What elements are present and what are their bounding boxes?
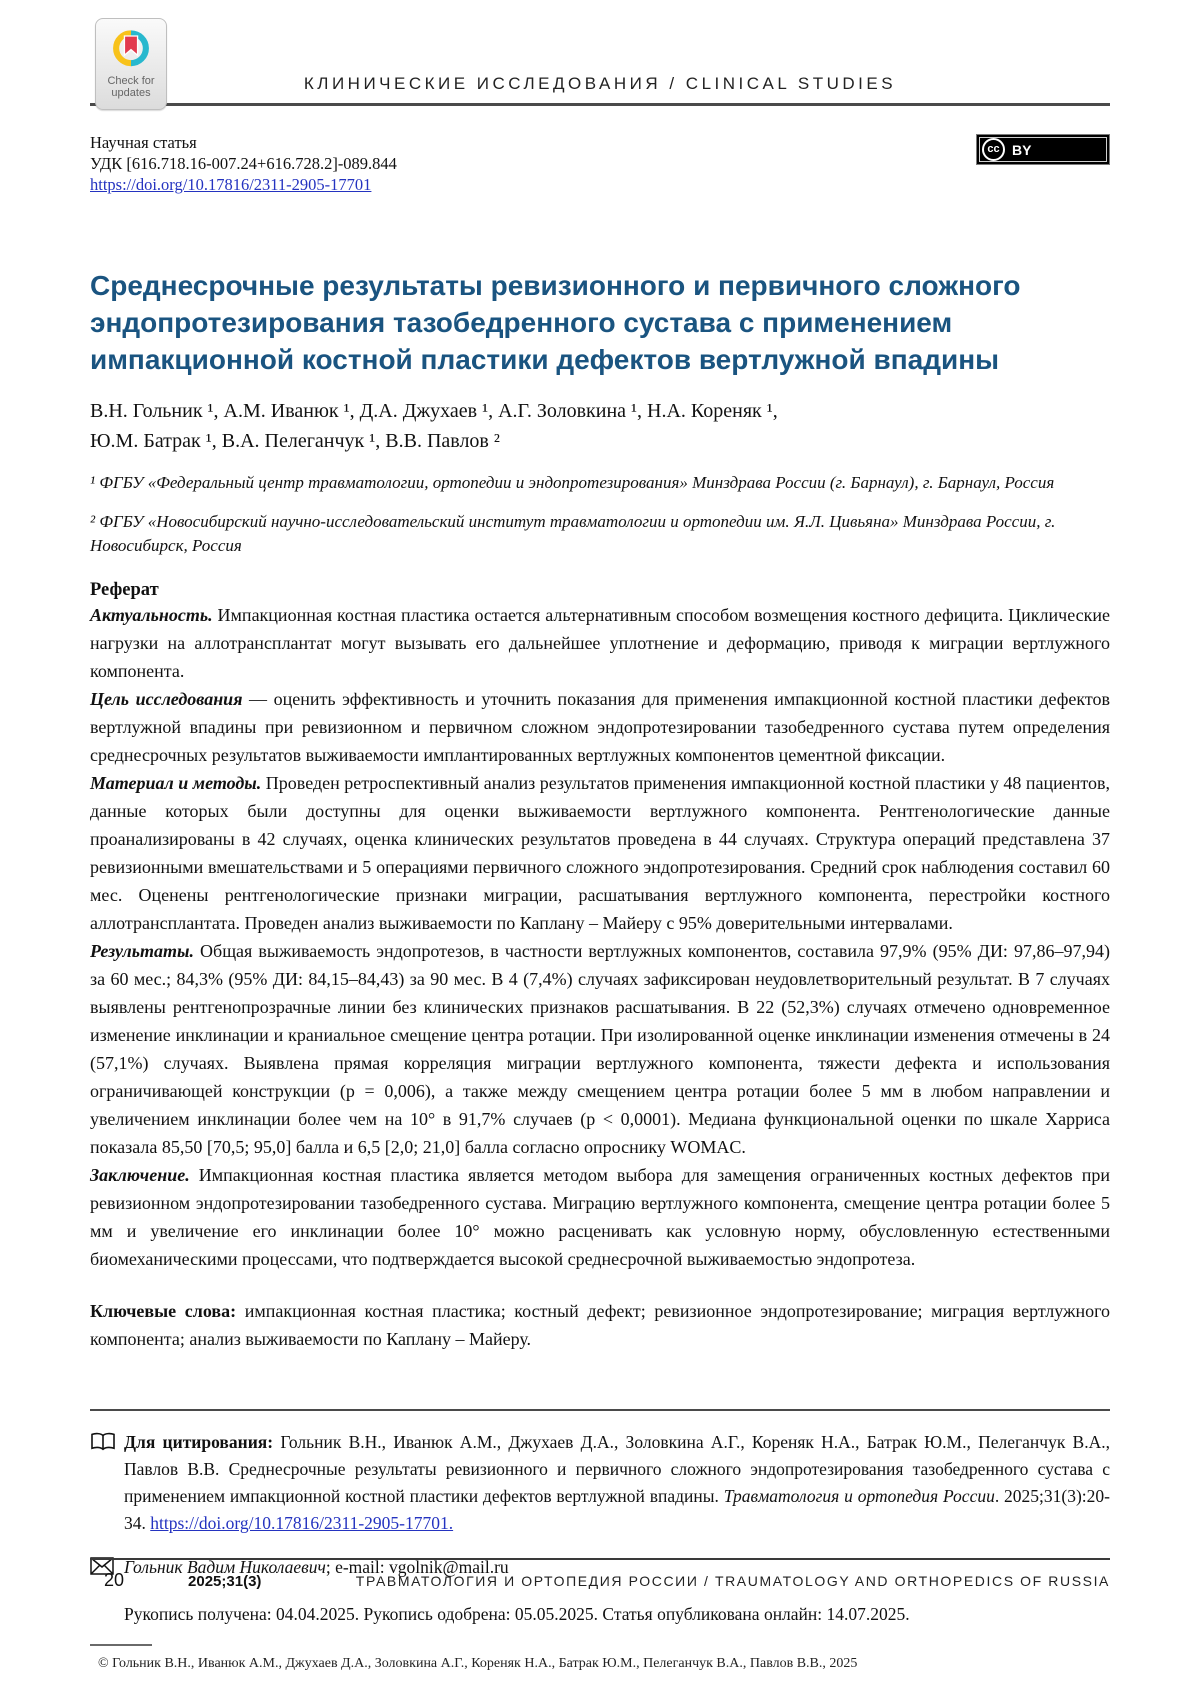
citation-block	[90, 1429, 1110, 1537]
abstract-label: Материал и методы.	[90, 773, 262, 793]
udc-code: УДК [616.718.16-007.24+616.728.2]-089.844	[90, 154, 397, 173]
authors-line-1: В.Н. Гольник ¹, А.М. Иванюк ¹, Д.А. Джухаев ¹, А.Г. Золовкина ¹, Н.А. Кореняк ¹,	[90, 400, 778, 422]
cc-icon: cc	[982, 138, 1005, 161]
manuscript-dates: Рукопись получена: 04.04.2025. Рукопись одобрена: 05.05.2025. Статья опубликована онлайн: 14.07.2025.	[124, 1604, 910, 1624]
journal-header	[90, 0, 1110, 106]
check-for-updates-label: Check for updates	[107, 75, 155, 99]
journal-name: ТРАВМАТОЛОГИЯ И ОРТОПЕДИЯ РОССИИ / TRAUMATOLOGY AND ORTHOPEDICS OF RUSSIA	[355, 1573, 1110, 1589]
page-footer	[90, 1558, 1110, 1591]
abstract-text: Импакционная костная пластика остается альтернативным способом возмещения костного дефицита. Циклические нагрузки на аллотрансплантат могут вызывать его дальнейшее уплотнение и деформацию, приводя к миграции вертлужного компонента.	[90, 605, 1111, 681]
abstract-heading: Реферат	[90, 580, 159, 600]
keywords	[90, 1297, 1110, 1353]
cc-by-badge[interactable]	[976, 134, 1110, 165]
abstract-section-methods	[90, 769, 1110, 937]
abstract-section-aim	[90, 685, 1110, 769]
article-title: Среднесрочные результаты ревизионного и первичного сложного эндопротезирования тазобедренного сустава с применением импакционной костной пластики дефектов вертлужной впадины	[90, 270, 1021, 375]
article-type: Научная статья	[90, 133, 197, 152]
authors-line-2: Ю.М. Батрак ¹, В.А. Пелеганчук ¹, В.В. Павлов ²	[90, 430, 500, 452]
abstract-label: Заключение.	[90, 1165, 190, 1185]
abstract-text: Общая выживаемость эндопротезов, в частности вертлужных компонентов, составила 97,9% (95% ДИ: 97,86–97,94) за 60 мес.; 84,3% (95% ДИ: 84,15–84,43) за 90 мес. В 4 (7,4%) случаях зафиксирован неудовлетворительный результат. В 7 случаях выявлены рентгенопрозрачные линии без клинических признаков расшатывания. В 22 (52,3%) случаях отмечено одновременное изменение инклинации и краниальное смещение центра ротации. При изолированной оценке инклинации изменения отмечены в 24 (57,1%) случаях. Выявлена прямая корреляция миграции вертлужного компонента, тяжести дефекта и использования ограничивающей конструкции (p = 0,006), а также между смещением центра ротации более 5 мм в любом направлении и увеличением инклинации более чем на 10° в 91,7% случаев (p < 0,0001). Медиана функциональной оценки по шкале Харриса показала 85,50 [70,5; 95,0] балла и 6,5 [2,0; 21,0] балла согласно опроснику WOMAC.	[90, 941, 1110, 1157]
corresponding-author: Гольник Вадим Николаевич	[124, 1557, 326, 1577]
abstract-text: Проведен ретроспективный анализ результатов применения импакционной костной пластики у 48 пациентов, данные которых были доступны для оценки выживаемости вертлужного компонента. Рентгенологические данные проанализированы в 42 случаях, оценка клинических результатов проведена в 44 случаях. Структура операций представлена 37 ревизионными вмешательствами и 5 операциями первичного сложного эндопротезирования. Средний срок наблюдения составил 60 мес. Оценены рентгенологические признаки миграции, расшатывания вертлужного компонента, перестройки костного аллотрансплантата. Проведен анализ выживаемости по Каплану – Майеру с 95% доверительными интервалами.	[90, 773, 1110, 933]
header-rule	[90, 103, 1110, 106]
abstract-label: Цель исследования	[90, 689, 243, 709]
check-for-updates-badge[interactable]	[95, 18, 167, 110]
abstract-text: Импакционная костная пластика является методом выбора для замещения ограниченных костных дефектов при ревизионном эндопротезировании тазобедренного сустава. Миграцию вертлужного компонента, смещение центра ротации более 5 мм и увеличение его инклинации более 10° можно расценивать как условную норму, обусловленную естественными биомеханическими процессами, что подтверждается высокой среднесрочной выживаемостью эндопротеза.	[90, 1165, 1110, 1269]
book-icon	[90, 1432, 116, 1452]
copyright-rule	[90, 1644, 152, 1646]
citation-journal: Травматология и ортопедия России	[723, 1486, 995, 1506]
citation-doi-link[interactable]: https://doi.org/10.17816/2311-2905-17701.	[150, 1513, 454, 1533]
citation-label: Для цитирования:	[124, 1432, 274, 1452]
section-title: КЛИНИЧЕСКИЕ ИССЛЕДОВАНИЯ / CLINICAL STUDIES	[303, 74, 897, 93]
abstract-label: Результаты.	[90, 941, 194, 961]
copyright-line: © Гольник В.Н., Иванюк А.М., Джухаев Д.А., Золовкина А.Г., Кореняк Н.А., Батрак Ю.М., Пелеганчук В.А., Павлов В.В., 2025	[98, 1656, 858, 1671]
crossmark-icon	[110, 29, 152, 71]
citation-rule	[90, 1409, 1110, 1411]
abstract-label: Актуальность.	[90, 605, 213, 625]
doi-link[interactable]: https://doi.org/10.17816/2311-2905-17701	[90, 175, 372, 194]
citation-text: Гольник В.Н., Иванюк А.М., Джухаев Д.А., Золовкина А.Г., Кореняк Н.А., Батрак Ю.М., Пелеганчук В.А., Павлов В.В. Среднесрочные результаты ревизионного и первичного сложного эндопротезирования тазобедренного сустава с применением импакционной костной пластики дефектов вертлужной впадины.	[124, 1432, 1110, 1506]
abstract-section-conclusion	[90, 1161, 1110, 1273]
affiliation-2: ² ФГБУ «Новосибирский научно-исследовательский институт травматологии и ортопедии им. Я.Л. Цивьяна» Минздрава России, г. Новосибирск, Россия	[90, 512, 1056, 555]
keywords-label: Ключевые слова:	[90, 1301, 237, 1321]
article-meta-row	[90, 132, 1110, 195]
cc-by-label: BY	[1012, 141, 1032, 158]
abstract-text: — оценить эффективность и уточнить показания для применения импакционной костной пластики дефектов вертлужной впадины при ревизионном и первичном сложном эндопротезировании тазобедренного сустава путем определения среднесрочных результатов выживаемости имплантированных вертлужных компонентов цементной фиксации.	[90, 689, 1111, 765]
keywords-text: импакционная костная пластика; костный дефект; ревизионное эндопротезирование; миграция вертлужного компонента; анализ выживаемости по Каплану – Майеру.	[90, 1301, 1111, 1349]
issue-label: 2025;31(3)	[188, 1573, 262, 1590]
affiliation-1: ¹ ФГБУ «Федеральный центр травматологии, ортопедии и эндопротезирования» Минздрава России (г. Барнаул), г. Барнаул, Россия	[90, 473, 1055, 492]
page-number: 20	[104, 1570, 125, 1590]
abstract-section-background	[90, 601, 1110, 685]
authors-list	[90, 396, 1110, 456]
corresponding-email: ; e-mail: vgolnik@mail.ru	[325, 1557, 509, 1577]
abstract-section-results	[90, 937, 1110, 1161]
citation-issue: . 2025;31(3):20-34.	[124, 1486, 1110, 1533]
